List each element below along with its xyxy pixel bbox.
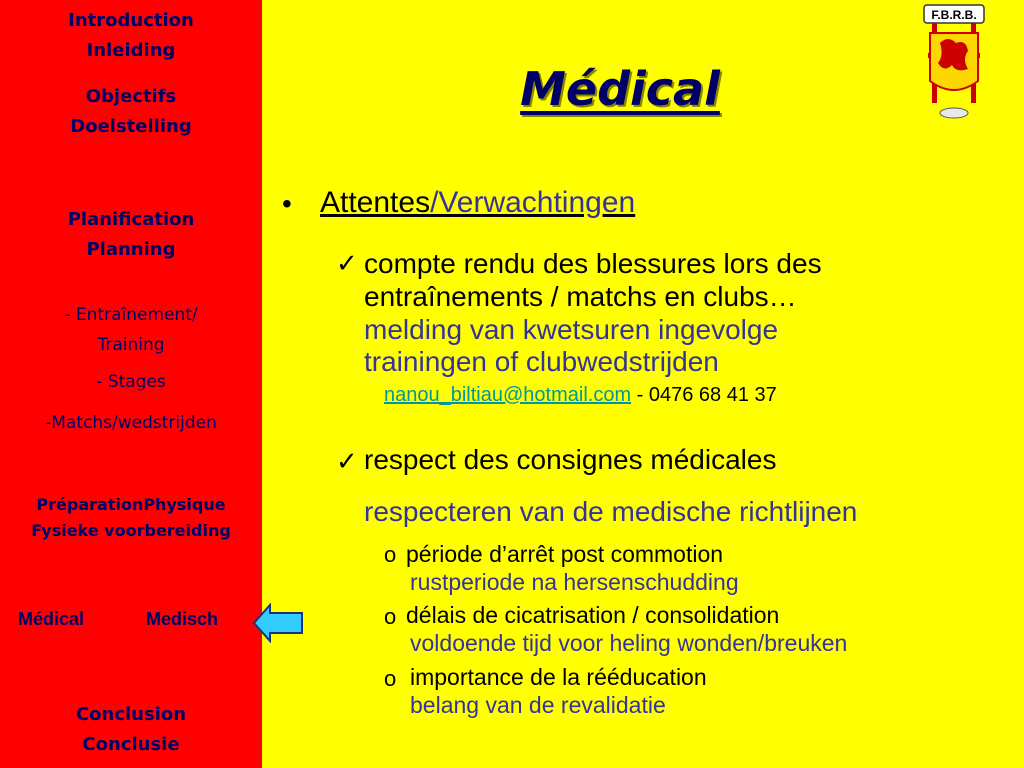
nav-matchs-label: -Matchs/wedstrijden [45,413,217,433]
nav-conclusion[interactable] [0,700,262,760]
sub-bullet-icon: o [384,604,397,629]
nav-medical-nl: Medisch [146,609,219,629]
nav-objectives-nl: Doelstelling [70,116,192,137]
nav-planning-nl: Planning [86,239,176,260]
nav-introduction-fr: Introduction [68,10,194,31]
nav-conclusion-nl: Conclusie [82,734,180,755]
item1-nl-line1: melding van kwetsuren ingevolge [364,314,779,345]
nav-physical-prep-fr: PréparationPhysique [36,495,226,514]
nav-training-fr: - Entraînement/ [64,305,198,325]
fbrb-logo [922,3,986,121]
item1-nl-line2: trainingen of clubwedstrijden [364,346,719,377]
section-heading [320,186,635,220]
item1-fr-line1: compte rendu des blessures lors des [364,248,822,279]
sub1-nl: rustperiode na hersenschudding [410,569,739,595]
sub-bullet-icon: o [384,542,397,567]
sub-bullet-icon: o [384,666,397,691]
heading-bullet: • [282,188,292,219]
sub2-fr: délais de cicatrisation / consolidation [406,602,780,628]
logo-text: F.B.R.B. [931,8,977,22]
nav-training[interactable] [0,300,262,360]
sub1-fr: période d’arrêt post commotion [406,541,724,567]
check-icon: ✓ [336,248,358,278]
nav-stages[interactable] [0,367,262,397]
nav-objectives-fr: Objectifs [85,86,177,107]
nav-conclusion-fr: Conclusion [75,704,187,725]
item2-nl: respecteren van de medische richtlijnen [364,496,858,527]
email-link[interactable]: nanou_biltiau@hotmail.com [384,384,632,406]
nav-planning[interactable] [0,205,262,265]
current-section-arrow-icon [252,603,304,643]
nav-introduction-nl: Inleiding [86,40,176,61]
nav-physical-prep-nl: Fysieke voorbereiding [31,521,231,540]
heading-fr: Attentes [320,186,431,219]
item2-fr: respect des consignes médicales [364,444,777,475]
nav-objectives[interactable] [0,82,262,142]
contact-line [384,384,777,407]
nav-introduction[interactable] [0,6,262,66]
nav-planning-fr: Planification [67,209,195,230]
sub2-nl: voldoende tijd voor heling wonden/breuken [410,630,848,656]
sidebar-nav [0,0,262,768]
nav-training-nl: Training [97,335,165,355]
check-icon: ✓ [336,446,358,476]
item1-fr-line2: entraînements / matchs en clubs… [364,281,797,312]
nav-matchs[interactable] [0,408,262,438]
sub3-fr: importance de la rééducation [410,664,707,690]
nav-medical-fr: Médical [18,609,85,629]
sub3-nl: belang van de revalidatie [410,692,666,718]
phone-number: - 0476 68 41 37 [631,384,777,406]
nav-stages-label: - Stages [96,372,166,392]
nav-physical-prep[interactable] [0,492,262,544]
heading-nl: /Verwachtingen [430,186,636,219]
page-title: Médical [520,62,720,116]
